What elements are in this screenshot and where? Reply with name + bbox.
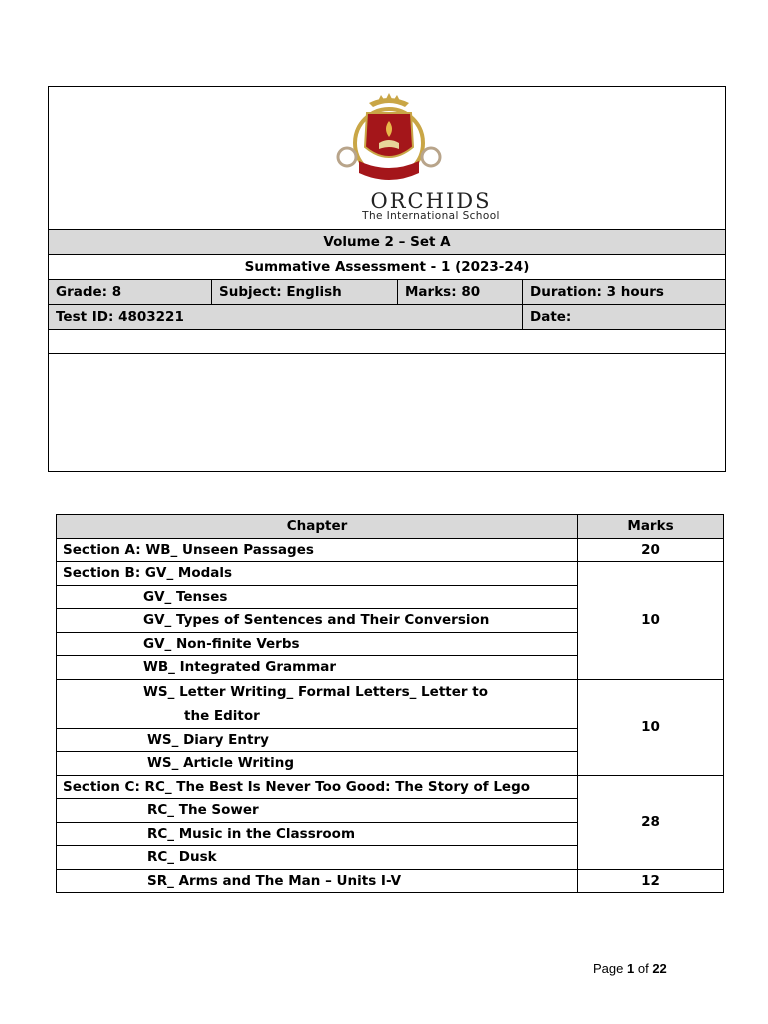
assessment-row — [49, 254, 725, 279]
date-cell: Date: — [522, 305, 727, 329]
blank-row — [49, 329, 725, 353]
table-row — [57, 562, 724, 586]
marks-cell: 10 — [578, 679, 724, 775]
chapter-column-header: Chapter — [57, 515, 578, 539]
table-row — [57, 679, 724, 728]
volume-row — [49, 229, 725, 254]
chapter-cell: GV_ Types of Sentences and Their Conversion — [57, 609, 578, 633]
chapter-cell: WS_ Article Writing — [57, 752, 578, 776]
page-current: 1 — [627, 961, 635, 976]
chapter-marks-table — [56, 514, 724, 893]
table-row — [57, 538, 724, 562]
test-id-row — [49, 304, 725, 329]
brand-tagline: The International School — [362, 210, 500, 222]
chapter-cell: Section A: WB_ Unseen Passages — [57, 538, 578, 562]
table-row — [57, 869, 724, 893]
chapter-cell: RC_ The Sower — [57, 799, 578, 823]
marks-cell: 12 — [578, 869, 724, 893]
marks-cell: 10 — [578, 562, 724, 680]
page-number — [593, 961, 667, 976]
test-id-cell: Test ID: 4803221 — [56, 309, 184, 325]
page-total: 22 — [652, 961, 667, 976]
page-word: Page — [593, 961, 624, 976]
marks-cell: 28 — [578, 775, 724, 869]
grade-cell: Grade: 8 — [56, 284, 122, 300]
volume-title: Volume 2 – Set A — [323, 234, 451, 250]
assessment-header — [48, 86, 726, 472]
chapter-cell: WB_ Integrated Grammar — [57, 656, 578, 680]
chapter-cell: WS_ Diary Entry — [57, 728, 578, 752]
chapter-cell: RC_ Music in the Classroom — [57, 822, 578, 846]
chapter-cell: Section C: RC_ The Best Is Never Too Good: The Story of Lego — [57, 775, 578, 799]
chapter-line: WS_ Letter Writing_ Formal Letters_ Letter to — [143, 683, 488, 700]
subject-cell: Subject: English — [211, 280, 397, 304]
brand-name: ORCHIDS — [370, 189, 492, 213]
chapter-cell — [57, 679, 578, 728]
assessment-title: Summative Assessment - 1 (2023-24) — [244, 259, 530, 275]
chapter-cell: RC_ Dusk — [57, 846, 578, 870]
chapter-cell: GV_ Non-finite Verbs — [57, 632, 578, 656]
marks-cell: Marks: 80 — [397, 280, 522, 304]
chapter-cell: SR_ Arms and The Man – Units I-V — [57, 869, 578, 893]
logo — [49, 87, 725, 229]
chapter-cell: GV_ Tenses — [57, 585, 578, 609]
school-crest-icon — [329, 91, 449, 191]
duration-cell: Duration: 3 hours — [522, 280, 727, 304]
table-header-row — [57, 515, 724, 539]
info-row — [49, 279, 725, 304]
marks-cell: 20 — [578, 538, 724, 562]
of-word: of — [637, 961, 649, 976]
marks-column-header: Marks — [578, 515, 724, 539]
table-row — [57, 775, 724, 799]
chapter-line-continued: the Editor — [184, 707, 260, 724]
blank-area — [49, 353, 725, 471]
chapter-cell: Section B: GV_ Modals — [57, 562, 578, 586]
